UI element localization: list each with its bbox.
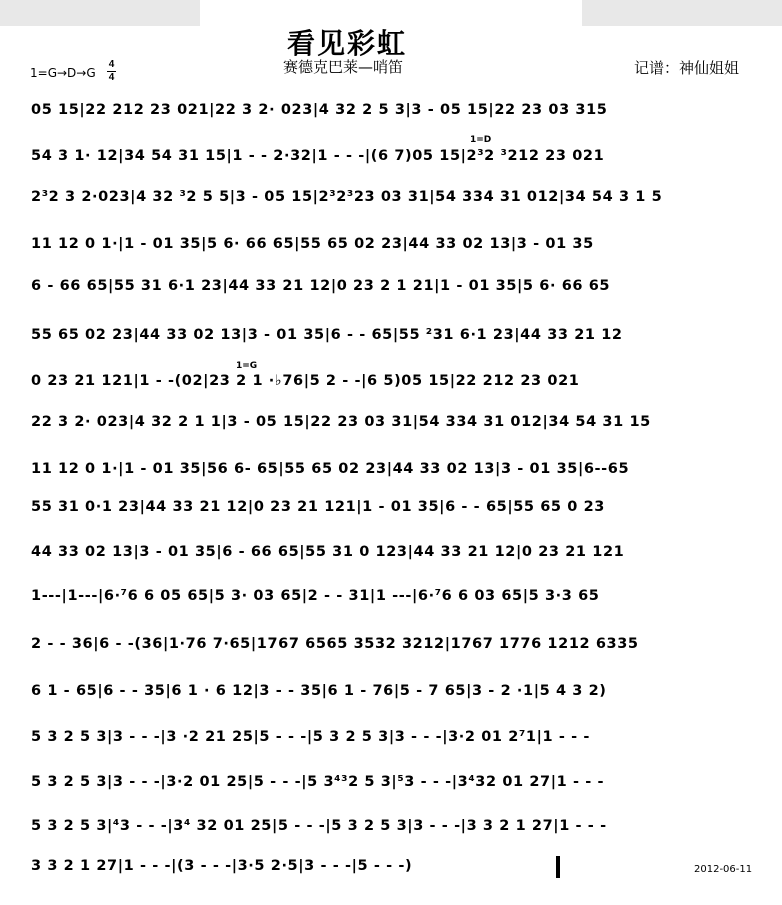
score-line-10: 55 31 0·1 23|44 33 21 12|0 23 21 121|1 - 01 35|6 - - 65|55 65 0 23 <box>31 499 605 515</box>
score-line-3: 2³2 3 2·023|4 32 ³2 5 5|3 - 05 15|2³2³23 03 31|54 334 31 012|34 54 3 1 5 <box>31 189 663 205</box>
score-line-15: 5 3 2 5 3|3 - - -|3 ·2 21 25|5 - - -|5 3 2 5 3|3 - - -|3·2 01 2⁷1|1 - - - <box>31 729 590 745</box>
final-barline <box>556 856 560 878</box>
key-change-marker-g: 1=G <box>236 361 258 371</box>
score-line-11: 44 33 02 13|3 - 01 35|6 - 66 65|55 31 0 123|44 33 21 12|0 23 21 121 <box>31 544 625 560</box>
score-line-14: 6 1 - 65|6 - - 35|6 1 · 6 12|3 - - 35|6 1 - 76|5 - 7 65|3 - 2 ·1|5 4 3 2) <box>31 683 607 699</box>
score-line-2: 54 3 1· 12|34 54 31 15|1 - - 2·32|1 - - -|(6 7)05 15|2³2 ³212 23 021 <box>31 148 605 164</box>
score-line-8: 22 3 2· 023|4 32 2 1 1|3 - 05 15|22 23 03 31|54 334 31 012|34 54 31 15 <box>31 414 651 430</box>
key-signature: 1=G→D→G <box>30 66 96 80</box>
score-line-16: 5 3 2 5 3|3 - - -|3·2 01 25|5 - - -|5 3⁴³2 5 3|⁵3 - - -|3⁴32 01 27|1 - - - <box>31 774 605 790</box>
score-line-13: 2 - - 36|6 - -(36|1·76 7·65|1767 6565 3532 3212|1767 1776 1212 6335 <box>31 636 639 652</box>
score-line-18: 3 3 2 1 27|1 - - -|(3 - - -|3·5 2·5|3 - - -|5 - - -) <box>31 858 413 874</box>
score-line-4: 11 12 0 1·|1 - 01 35|5 6· 66 65|55 65 02 23|44 33 02 13|3 - 01 35 <box>31 236 594 252</box>
key-change-marker-d: 1=D <box>470 135 492 145</box>
song-title: 看见彩虹 <box>287 27 408 60</box>
time-signature <box>107 60 116 83</box>
score-line-1: 05 15|22 212 23 021|22 3 2· 023|4 32 2 5 3|3 - 05 15|22 23 03 315 <box>31 102 608 118</box>
score-line-12: 1---|1---|6·⁷6 6 05 65|5 3· 03 65|2 - - 31|1 ---|6·⁷6 6 03 65|5 3·3 65 <box>31 588 600 604</box>
score-line-9: 11 12 0 1·|1 - 01 35|56 6- 65|55 65 02 23|44 33 02 13|3 - 01 35|6--65 <box>31 461 630 477</box>
song-subtitle: 赛德克巴莱—哨笛 <box>283 58 404 76</box>
score-line-5: 6 - 66 65|55 31 6·1 23|44 33 21 12|0 23 2 1 21|1 - 01 35|5 6· 66 65 <box>31 278 611 294</box>
date-stamp: 2012-06-11 <box>694 864 753 875</box>
score-line-17: 5 3 2 5 3|⁴3 - - -|3⁴ 32 01 25|5 - - -|5 3 2 5 3|3 - - -|3 3 2 1 27|1 - - - <box>31 818 607 834</box>
score-line-6: 55 65 02 23|44 33 02 13|3 - 01 35|6 - - 65|55 ²31 6·1 23|44 33 21 12 <box>31 327 623 343</box>
score-line-7: 0 23 21 121|1 - -(02|23 2 1 ·♭76|5 2 - -|6 5)05 15|22 212 23 021 <box>31 373 580 389</box>
notator-credit: 记谱：神仙姐姐 <box>634 59 740 77</box>
time-bottom: 4 <box>108 72 115 83</box>
time-top: 4 <box>108 59 115 70</box>
